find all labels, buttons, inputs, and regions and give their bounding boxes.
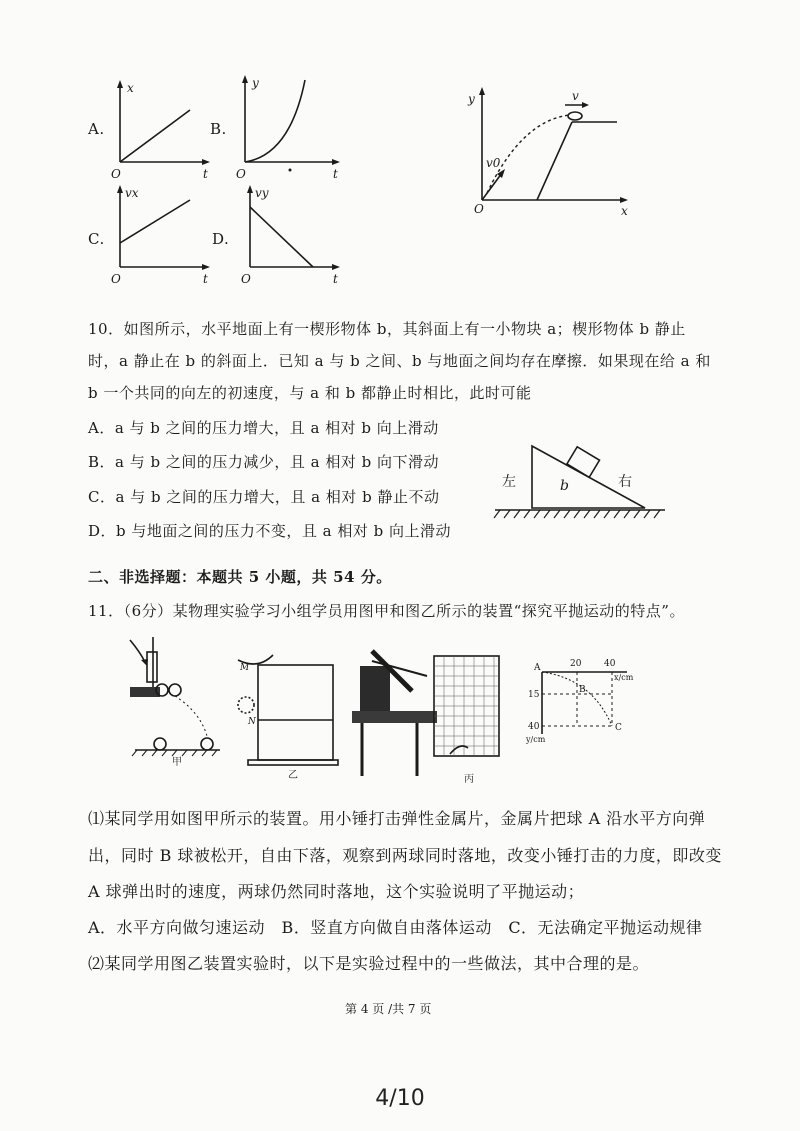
q10-stem-line3: b 一个共同的向左的初速度，与 a 和 b 都静止时相比，此时可能: [88, 384, 532, 402]
wedge-right-label: 右: [618, 474, 632, 490]
graph-b-label: B.: [210, 120, 227, 138]
q10-option-b: B．a 与 b 之间的压力减少，且 a 相对 b 向下滑动: [88, 453, 439, 471]
q11-part1-options: A．水平方向做匀速运动 B．竖直方向做自由落体运动 C．无法确定平抛运动规律: [88, 918, 703, 937]
grid-y40: 40: [528, 722, 540, 732]
graph-a-label: A.: [88, 120, 105, 138]
traj-xaxis: x: [621, 204, 628, 218]
traj-v-label: v: [572, 89, 579, 103]
fig-yi-label: 乙: [288, 770, 298, 781]
graph-a-yaxis: x: [127, 81, 134, 95]
q11-part2: ⑵某同学用图乙装置实验时，以下是实验过程中的一些做法，其中合理的是。: [88, 954, 650, 973]
q10-stem-line2: 时，a 静止在 b 的斜面上．已知 a 与 b 之间、b 与地面之间均存在摩擦．如果现在给 a 和: [88, 352, 711, 370]
grid-x40: 40: [604, 659, 616, 669]
grid-y15: 15: [528, 690, 540, 700]
trajectory-grid: [522, 654, 642, 754]
figure-yi: [228, 640, 343, 780]
grid-point-c: C: [615, 723, 622, 733]
graph-d-label: D.: [212, 230, 230, 248]
graph-d: [235, 185, 345, 285]
graph-c-xaxis: t: [203, 272, 208, 286]
graph-c-yaxis: vx: [125, 186, 139, 200]
trajectory-figure: [462, 85, 637, 220]
graph-b-xaxis: t: [333, 167, 338, 181]
traj-v0-label: v0: [486, 156, 501, 170]
graph-c-origin: O: [111, 272, 121, 286]
graph-a-xaxis: t: [203, 167, 208, 181]
graph-d-origin: O: [241, 272, 251, 286]
q11-part1-line2: 出，同时 B 球被松开，自由下落，观察到两球同时落地，改变小锤打击的力度，即改变: [88, 846, 722, 865]
fig-bing-label: 丙: [464, 774, 474, 785]
grid-point-b: B: [579, 685, 586, 695]
grid-yunit: y/cm: [526, 735, 546, 744]
graph-b: [230, 75, 345, 180]
graph-c: [105, 185, 215, 285]
graph-d-xaxis: t: [333, 272, 338, 286]
fig-jia-label: 甲: [172, 757, 182, 768]
grid-point-a: A: [534, 663, 541, 673]
q10-stem-line1: 10．如图所示，水平地面上有一楔形物体 b，其斜面上有一小物块 a；楔形物体 b 静止: [88, 320, 686, 338]
figure-bing: [352, 636, 507, 786]
page-footer: 第 4 页 /共 7 页: [345, 1002, 432, 1016]
figure-jia: [125, 632, 225, 767]
traj-origin: O: [474, 202, 484, 216]
svg-text:M: M: [240, 663, 250, 673]
graph-b-yaxis: y: [252, 76, 259, 90]
wedge-left-label: 左: [502, 474, 516, 490]
viewer-page-indicator: 4/10: [375, 1086, 425, 1111]
q10-option-c: C．a 与 b 之间的压力增大，且 a 相对 b 静止不动: [88, 488, 440, 506]
traj-yaxis: y: [468, 92, 475, 106]
q11-part1-line3: A 球弹出时的速度，两球仍然同时落地，这个实验说明了平抛运动；: [88, 882, 585, 901]
graph-a-origin: O: [111, 167, 121, 181]
wedge-figure: [490, 438, 670, 523]
svg-text:N: N: [248, 717, 256, 727]
graph-b-origin: O: [236, 167, 246, 181]
graph-d-yaxis: vy: [255, 186, 269, 200]
q10-option-d: D．b 与地面之间的压力不变，且 a 相对 b 向上滑动: [88, 522, 452, 540]
grid-x20: 20: [570, 659, 582, 669]
graph-c-label: C.: [88, 230, 105, 248]
section-2-heading: 二、非选择题：本题共 5 小题，共 54 分。: [88, 568, 392, 586]
q11-stem: 11．（6分）某物理实验学习小组学员用图甲和图乙所示的装置“探究平抛运动的特点”。: [88, 602, 685, 620]
q10-option-a: A．a 与 b 之间的压力增大，且 a 相对 b 向上滑动: [88, 419, 439, 437]
q11-part1-line1: ⑴某同学用如图甲所示的装置。用小锤打击弹性金属片，金属片把球 A 沿水平方向弹: [88, 809, 706, 828]
wedge-block-label: b: [560, 478, 569, 494]
grid-xunit: x/cm: [614, 673, 634, 682]
graph-a: [105, 80, 215, 180]
